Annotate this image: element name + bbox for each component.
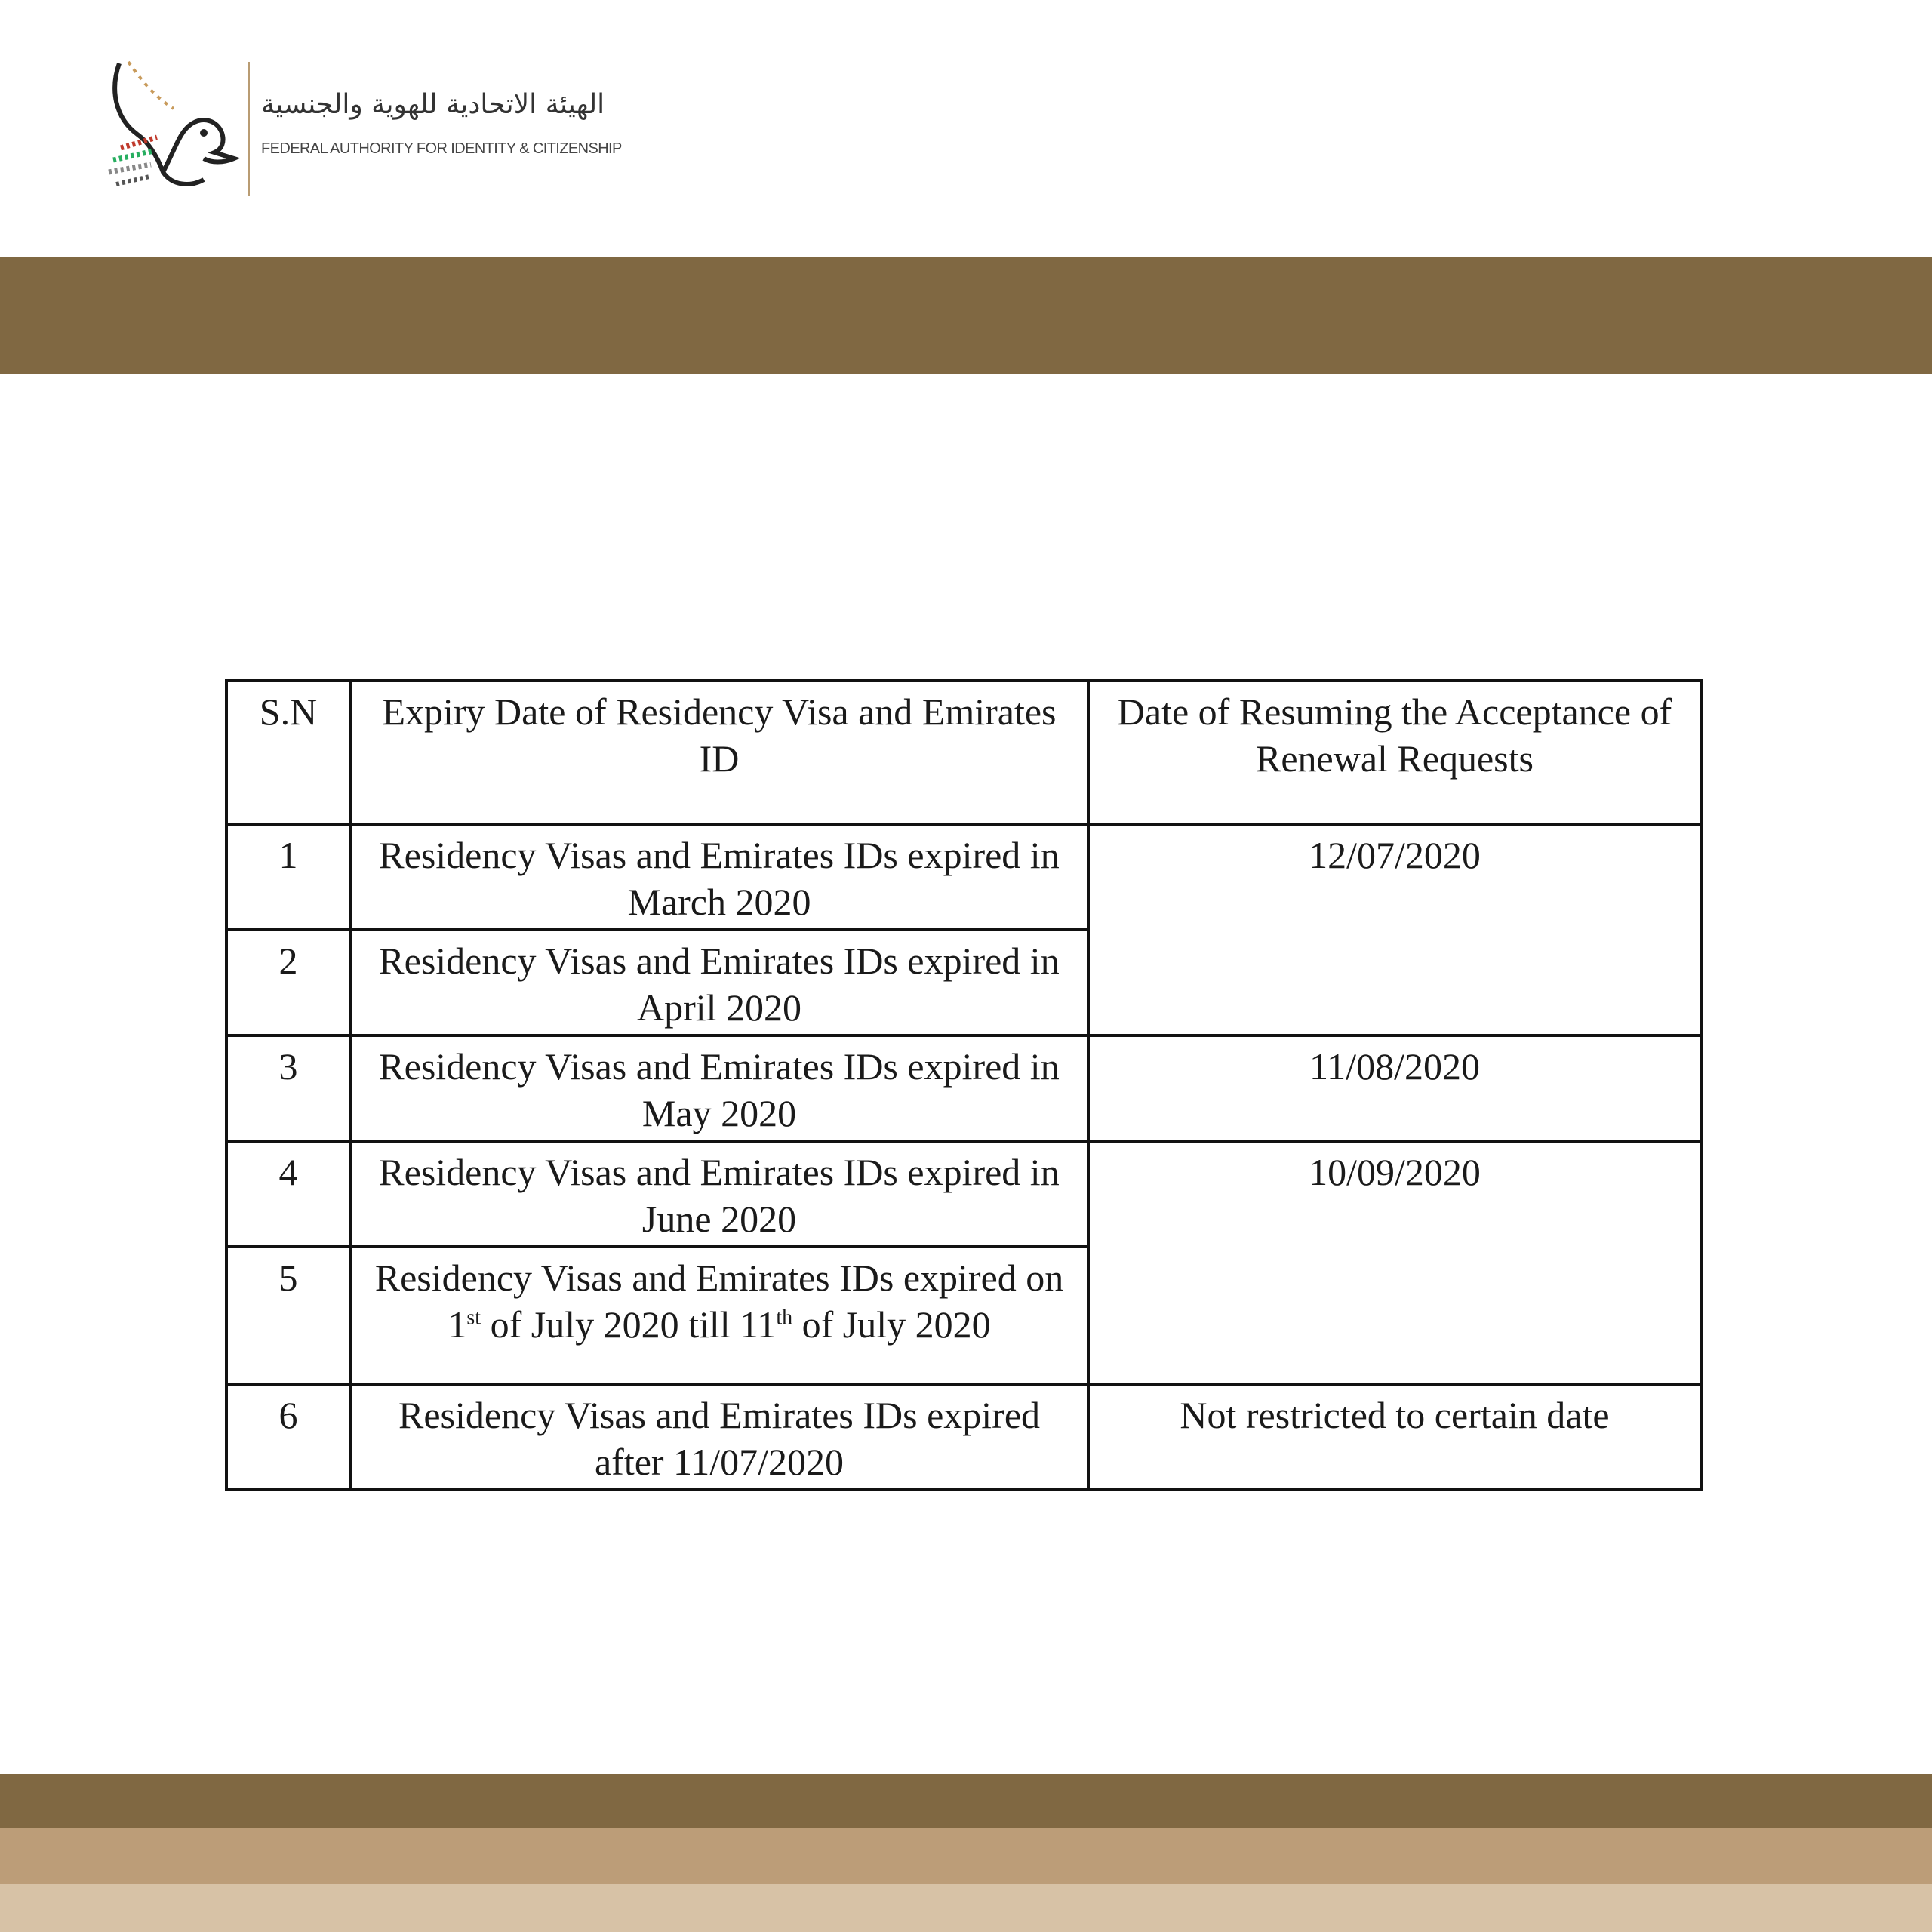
renewal-schedule-table	[225, 679, 1703, 1491]
header-resume-date: Date of Resuming the Acceptance of Renewal Requests	[1088, 681, 1701, 824]
sn-cell: 3	[226, 1035, 350, 1141]
sn-cell: 5	[226, 1247, 350, 1384]
top-brand-band	[0, 257, 1932, 374]
ordinal-suffix: st	[466, 1306, 481, 1330]
sn-cell: 4	[226, 1141, 350, 1247]
bottom-band-light	[0, 1884, 1932, 1932]
bottom-band-mid	[0, 1828, 1932, 1884]
header	[0, 0, 1932, 257]
sn-cell: 6	[226, 1384, 350, 1490]
header-expiry-date: Expiry Date of Residency Visa and Emirates ID	[350, 681, 1088, 824]
resume-date-cell: Not restricted to certain date	[1088, 1384, 1701, 1490]
expiry-cell: Residency Visas and Emirates IDs expired in March 2020	[350, 824, 1088, 930]
table-row	[226, 824, 1701, 930]
expiry-cell: Residency Visas and Emirates IDs expired in June 2020	[350, 1141, 1088, 1247]
expiry-cell: Residency Visas and Emirates IDs expired after 11/07/2020	[350, 1384, 1088, 1490]
resume-date-cell: 11/08/2020	[1088, 1035, 1701, 1141]
resume-date-cell: 10/09/2020	[1088, 1141, 1701, 1384]
expiry-text-part: of July 2020	[792, 1303, 991, 1346]
ordinal-suffix: th	[776, 1306, 793, 1330]
expiry-text-part: of July 2020 till 11	[481, 1303, 777, 1346]
logo-divider	[248, 62, 250, 196]
org-name-arabic: الهيئة الاتحادية للهوية والجنسية	[261, 89, 605, 120]
expiry-cell: Residency Visas and Emirates IDs expired in April 2020	[350, 930, 1088, 1035]
expiry-cell	[350, 1247, 1088, 1384]
sn-cell: 2	[226, 930, 350, 1035]
header-sn: S.N	[226, 681, 350, 824]
resume-date-cell: 12/07/2020	[1088, 824, 1701, 1035]
sn-cell: 1	[226, 824, 350, 930]
table-row	[226, 1035, 1701, 1141]
bottom-band-dark	[0, 1774, 1932, 1828]
table-header-row	[226, 681, 1701, 824]
falcon-emblem-icon	[91, 59, 242, 198]
table-row	[226, 1141, 1701, 1247]
table-row	[226, 1384, 1701, 1490]
expiry-cell: Residency Visas and Emirates IDs expired in May 2020	[350, 1035, 1088, 1141]
org-name-english: FEDERAL AUTHORITY FOR IDENTITY & CITIZENSHIP	[261, 140, 622, 157]
expiry-text-part: Residency Visas and Emirates IDs expired on 1	[374, 1257, 1064, 1346]
